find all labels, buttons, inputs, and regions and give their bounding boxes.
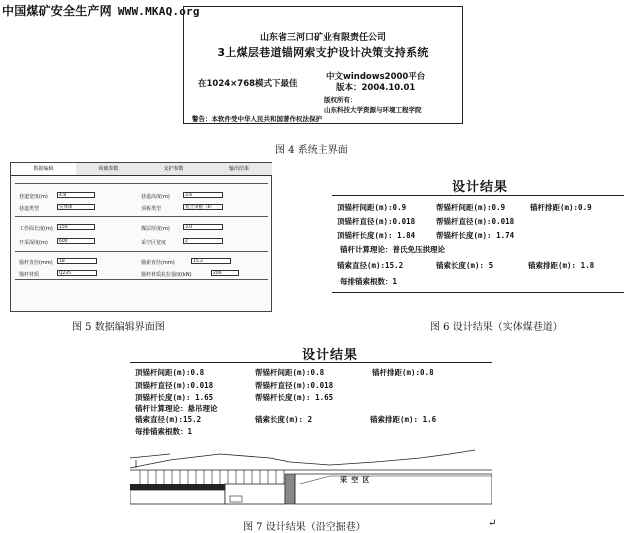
platform-text: 中文windows2000平台	[326, 72, 426, 82]
version-text: 版本：2004.10.01	[336, 83, 416, 93]
mining-depth-input[interactable]: 600	[57, 238, 95, 244]
field-label: 锚索直径(mm)	[141, 260, 175, 266]
result-item: 帮锚杆间距(m):0.8	[255, 368, 325, 377]
tab-data-edit[interactable]: 数据编辑	[11, 163, 77, 175]
resolution-note: 在1024×768模式下最佳	[198, 79, 298, 89]
watermark-site: 中国煤矿安全生产网	[2, 4, 112, 18]
copyright-label: 版权所有：	[324, 96, 357, 104]
roof-type-select[interactable]: 复合顶板（Ⅱ）	[183, 204, 223, 210]
result-item: 锚杆计算理论：悬吊理论	[135, 404, 218, 413]
divider	[15, 183, 268, 184]
bolt-material-select[interactable]: Q235	[57, 270, 97, 276]
field-label: 煤层厚度(m)	[141, 226, 170, 232]
system-title: 3上煤层巷道锚网索支护设计决策支持系统	[217, 46, 429, 59]
warning-text: 警告：本软件受中华人民共和国著作权法保护	[192, 115, 322, 123]
result-item: 帮锚杆长度(m): 1.74	[436, 231, 515, 240]
rule-line	[332, 292, 624, 293]
roadway-width-input[interactable]: 4.8	[57, 192, 95, 198]
bolt-strength-input[interactable]: 200	[211, 270, 239, 276]
fig4-caption: 图 4 系统主界面	[275, 145, 348, 156]
field-label: 锚杆材质	[19, 272, 40, 278]
result-item: 锚杆排距(m):0.9	[530, 203, 592, 212]
divider	[15, 251, 268, 252]
field-label: 采空区宽度	[141, 240, 167, 246]
face-length-input[interactable]: 150	[57, 224, 95, 230]
result-item: 锚索长度(m): 2	[255, 415, 313, 424]
result-item: 锚杆计算理论：普氏免压拱理论	[340, 245, 445, 254]
result-item: 锚索排距(m): 1.8	[528, 261, 595, 270]
field-label: 开采深度(m)	[19, 240, 48, 246]
fig4-main-screen	[183, 6, 463, 124]
result-item: 锚杆排距(m):0.8	[372, 368, 434, 377]
field-label: 巷道宽度(m)	[19, 194, 48, 200]
divider	[15, 216, 268, 217]
fig5-caption: 图 5 数据编辑界面图	[72, 322, 165, 333]
field-label: 锚杆材质抗拉强度(kN)	[141, 272, 192, 278]
divider	[15, 279, 268, 280]
field-label: 巷道高度(m)	[141, 194, 170, 200]
result-item: 锚索直径(m):15.2	[337, 261, 404, 270]
field-label: 顶板类型	[141, 206, 162, 212]
rule-line	[130, 362, 492, 363]
fig7-caption: 图 7 设计结果（沿空掘巷）	[243, 522, 366, 533]
watermark-url: WWW.MKAQ.org	[117, 5, 200, 18]
result-item: 帮锚杆直径(m):0.018	[255, 381, 334, 390]
result-item: 顶锚杆长度(m): 1.65	[135, 393, 214, 402]
tab-support-params[interactable]: 支护参数	[141, 163, 207, 175]
result-item: 帮锚杆长度(m): 1.65	[255, 393, 334, 402]
result-item: 锚索直径(m):15.2	[135, 415, 202, 424]
site-watermark	[2, 2, 200, 19]
result-item: 帮锚杆间距(m):0.9	[436, 203, 506, 212]
copyright-owner: 山东科技大学资源与环境工程学院	[324, 106, 422, 114]
field-label: 巷道类型	[19, 206, 40, 212]
result-item: 顶锚杆直径(m):0.018	[337, 217, 416, 226]
seam-thickness-input[interactable]: 3.0	[183, 224, 223, 230]
result-item: 每排锚索根数：1	[135, 427, 193, 436]
company-name: 山东省三河口矿业有限责任公司	[259, 33, 386, 43]
field-label: 锚杆直径(mm)	[19, 260, 53, 266]
result-item: 顶锚杆间距(m):0.9	[337, 203, 407, 212]
fig7-title: 设计结果	[302, 348, 359, 363]
tab-load-params[interactable]: 荷载参数	[76, 163, 142, 175]
goaf-width-input[interactable]: 2	[183, 238, 223, 244]
tab-output[interactable]: 输出结果	[206, 163, 272, 175]
result-item: 顶锚杆长度(m): 1.84	[337, 231, 416, 240]
roadway-height-input[interactable]: 3.6	[183, 192, 223, 198]
return-mark: ↵	[488, 518, 497, 529]
fig6-caption: 图 6 设计结果（实体煤巷道）	[430, 322, 563, 333]
result-item: 锚索长度(m): 5	[436, 261, 494, 270]
result-item: 顶锚杆直径(m):0.018	[135, 381, 214, 390]
result-item: 锚索排距(m): 1.6	[370, 415, 437, 424]
roadway-type-select[interactable]: 实体煤	[57, 204, 95, 210]
rule-line	[332, 195, 624, 196]
section-diagram	[130, 440, 492, 508]
result-item: 每排锚索根数：1	[340, 277, 398, 286]
goaf-label: 采 空 区	[340, 476, 370, 484]
fig6-title: 设计结果	[452, 180, 509, 195]
result-item: 帮锚杆直径(m):0.018	[436, 217, 515, 226]
bolt-diameter-input[interactable]: 18	[57, 258, 97, 264]
field-label: 工作面长度(m)	[19, 226, 53, 232]
editor-tabs	[11, 163, 271, 176]
cable-diameter-input[interactable]: 15.2	[191, 258, 231, 264]
fig5-data-editor	[10, 162, 272, 312]
result-item: 顶锚杆间距(m):0.8	[135, 368, 205, 377]
